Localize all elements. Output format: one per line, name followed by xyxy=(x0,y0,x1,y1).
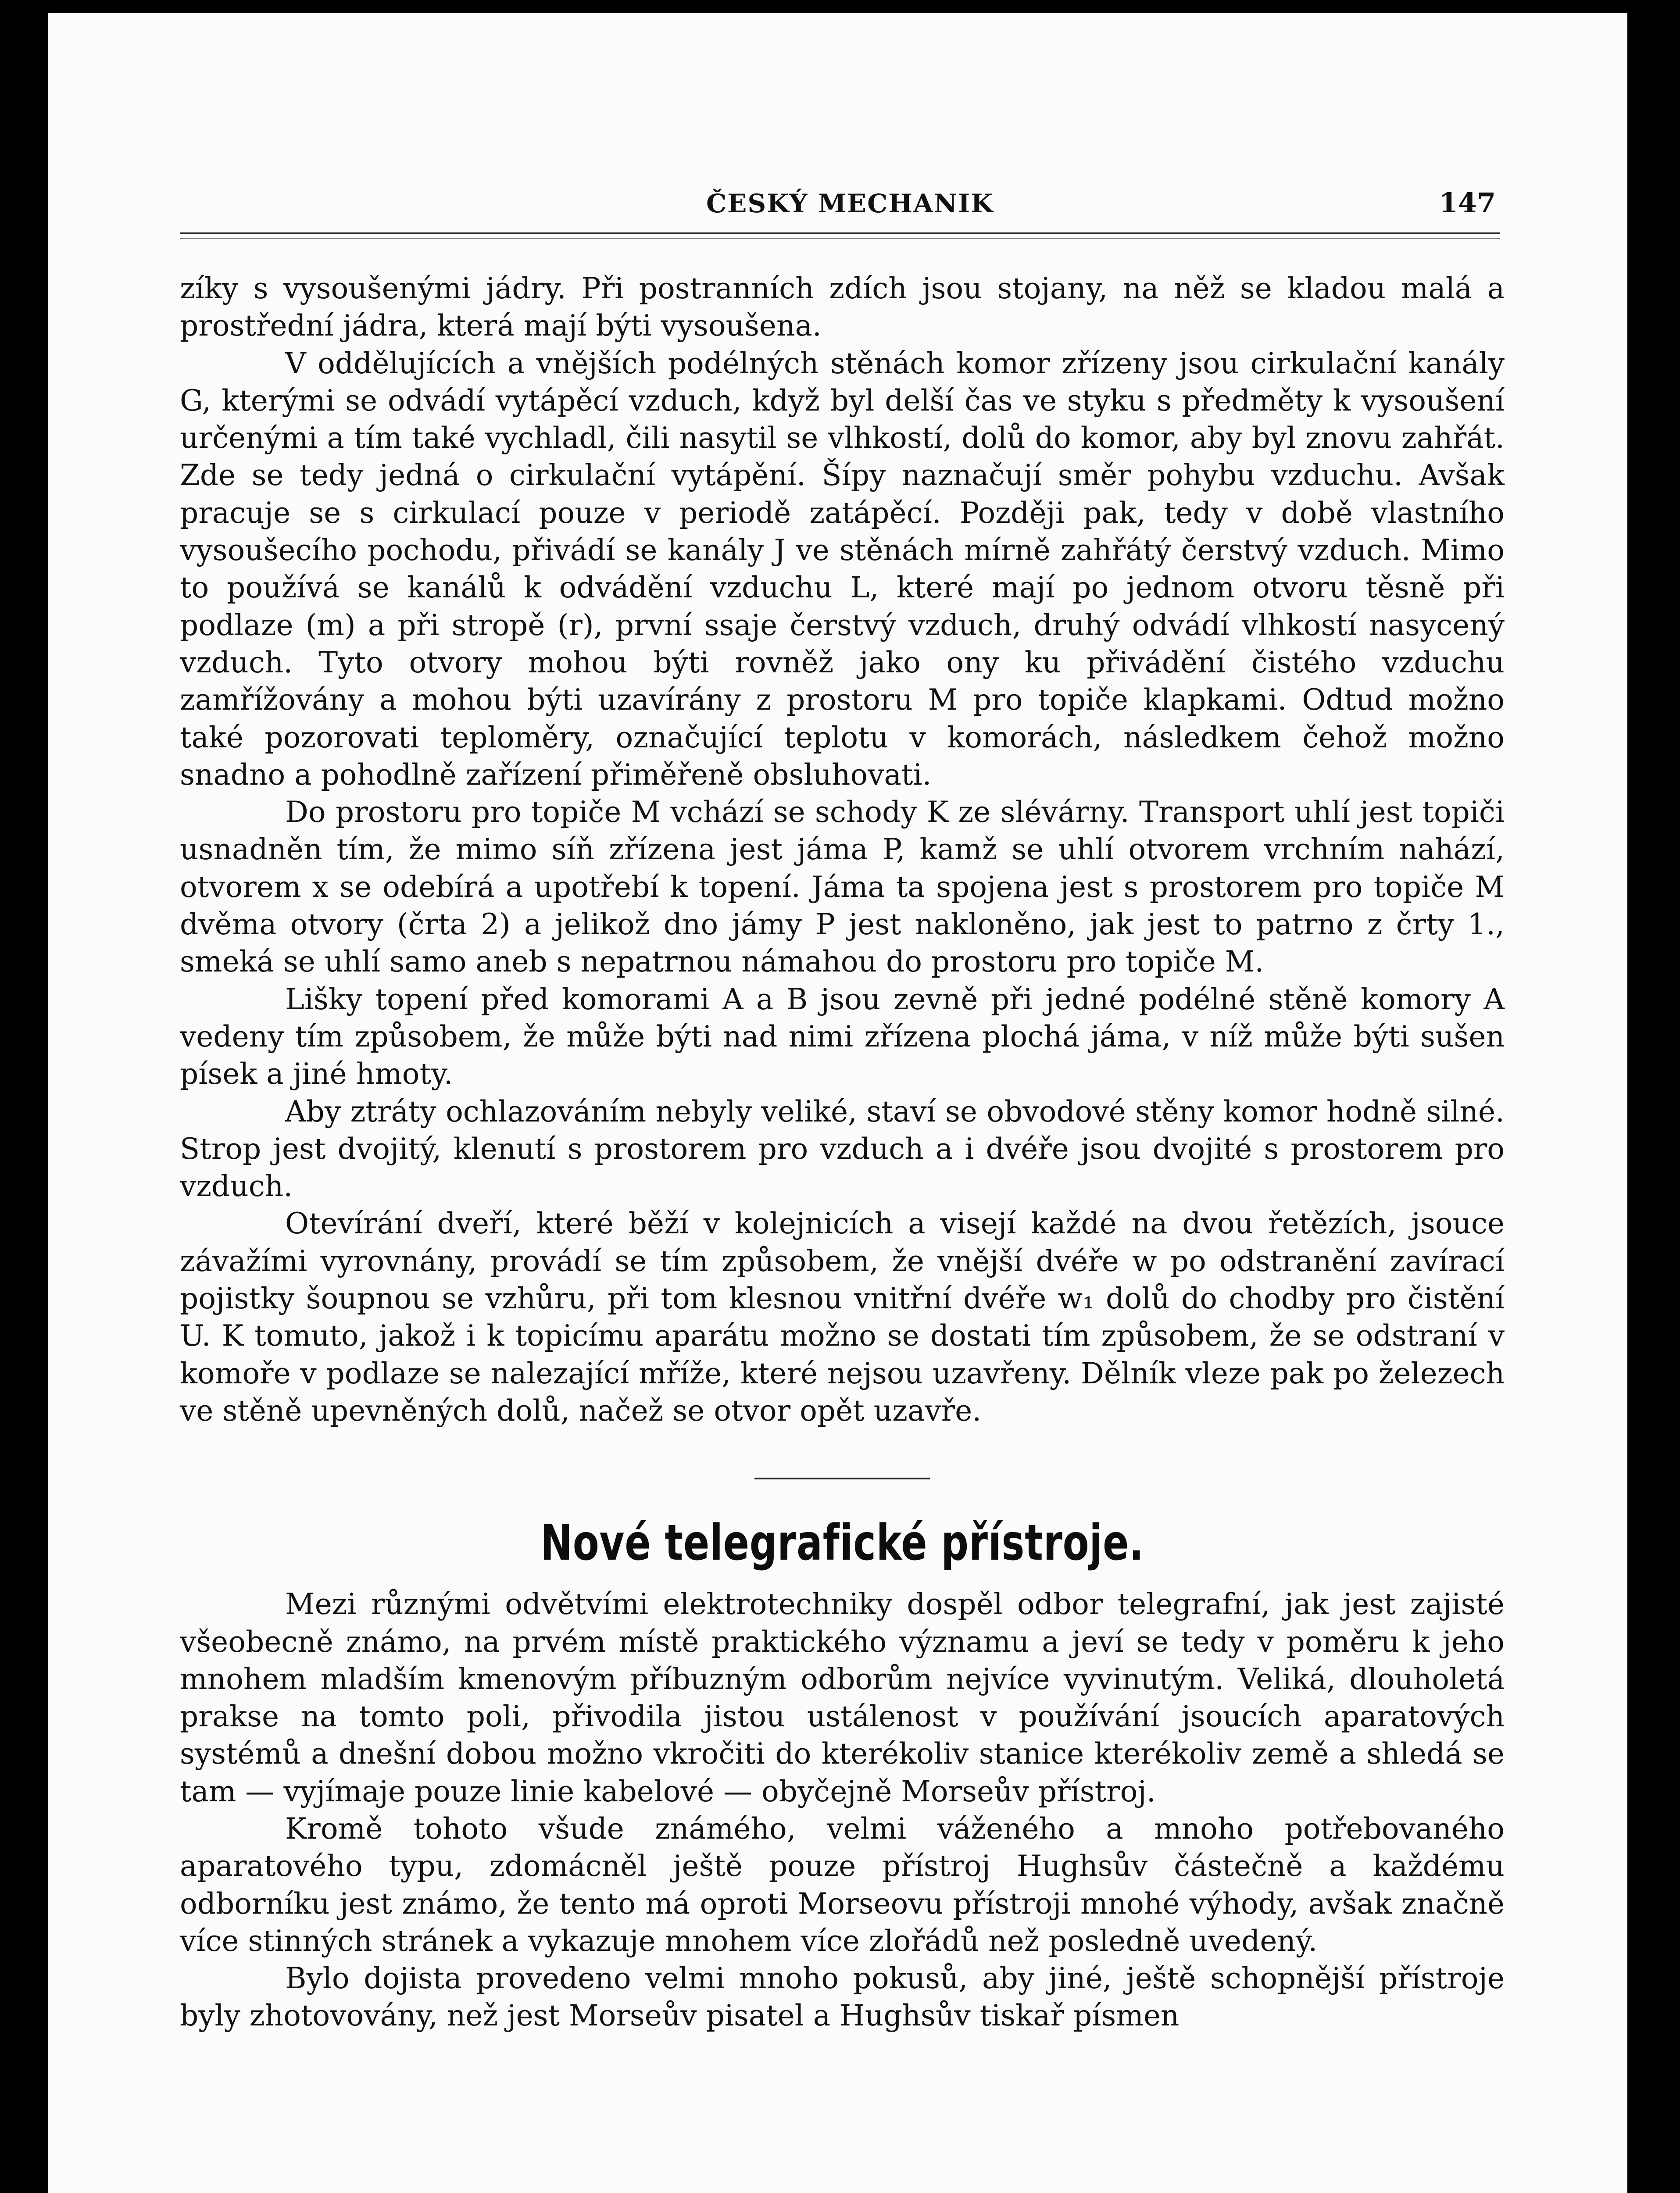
paragraph: V oddělujících a vnějších podélných stěnách komor zřízeny jsou cirkulační kanály G, kterými se odvádí vytápěcí vzduch, když byl delší čas ve styku s předměty k vysoušení určenými a tím také vychladl, čili nasytil se vlhkostí, dolů do komor, aby byl znovu zahřát. Zde se tedy jedná o cirkulační vytápění. Šípy naznačují směr pohybu vzduchu. Avšak pracuje se s cirkulací pouze v periodě zatápěcí. Později pak, tedy v době vlastního vysoušecího pochodu, přivádí se kanály J ve stěnách mírně zahřátý čerstvý vzduch. Mimo to používá se kanálů k odvádění vzduchu L, které mají po jednom otvoru těsně při podlaze (m) a při stropě (r), první ssaje čerstvý vzduch, druhý odvádí vlhkostí nasycený vzduch. Tyto otvory mohou býti rovněž jako ony ku přivádění čistého vzduchu zamřížovány a mohou býti uzavírány z prostoru M pro topiče klapkami. Odtud možno také pozorovati teploměry, označující teplotu v komorách, následkem čehož možno snadno a pohodlně zařízení přiměřeně obsluhovati. xyxy=(180,346,1505,792)
running-title: ČESKÝ MECHANIK xyxy=(706,189,994,218)
paragraph: Otevírání dveří, které běží v kolejnicích a visejí každé na dvou řetězích, jsouce závažími vyrovnány, provádí se tím způsobem, že vnější dvéře w po odstranění zavírací pojistky šoupnou se vzhůru, při tom klesnou vnitřní dvéře w₁ dolů do chodby pro čistění U. K tomuto, jakož i k topicímu aparátu možno se dostati tím způsobem, že se odstraní v komoře v podlaze se nalezající mříže, které nejsou uzavřeny. Dělník vleze pak po železech ve stěně upevněných dolů, načež se otvor opět uzavře. xyxy=(180,1207,1505,1428)
paragraph: Lišky topení před komorami A a B jsou zevně při jedné podélné stěně komory A vedeny tím způsobem, že může býti nad nimi zřízena plochá jáma, v níž může býti sušen písek a jiné hmoty. xyxy=(180,982,1505,1091)
paragraph: Mezi různými odvětvími elektrotechniky dospěl odbor telegrafní, jak jest zajisté všeobecně známo, na prvém místě praktického významu a jeví se tedy v poměru k jeho mnohem mladším kmenovým příbuzným odborům nejvíce vyvinutým. Veliká, dlouholetá prakse na tomto poli, přivodila jistou ustálenost v používání jsoucích aparatových systémů a dnešní dobou možno vkročiti do kterékoliv stanice kterékoliv země a shledá se tam — vyjímaje pouze linie kabelové — obyčejně Morseův přístroj. xyxy=(180,1587,1505,1808)
page-header xyxy=(175,189,1505,228)
body-text xyxy=(180,270,1505,2035)
scanned-page xyxy=(48,13,1627,2193)
paragraph: Aby ztráty ochlazováním nebyly veliké, staví se obvodové stěny komor hodně silné. Strop jest dvojitý, klenutí s prostorem pro vzduch a i dvéře jsou dvojité s prostorem pro vzduch. xyxy=(180,1094,1505,1204)
page-number: 147 xyxy=(1439,187,1496,219)
header-rule xyxy=(180,232,1500,239)
paragraph: Bylo dojista provedeno velmi mnoho pokusů, aby jiné, ještě schopnější přístroje byly zhotovovány, než jest Morseův pisatel a Hughsův tiskař písmen xyxy=(180,1961,1505,2033)
section-heading: Nové telegrafické přístroje. xyxy=(540,1514,1144,1572)
paragraph: Kromě tohoto všude známého, velmi váženého a mnoho potřebovaného aparatového typu, zdomácněl ještě pouze přístroj Hughsův částečně a každému odborníku jest známo, že tento má oproti Morseovu přístroji mnohé výhody, avšak značně více stinných stránek a vykazuje mnohem více zlořádů než posledně uvedený. xyxy=(180,1811,1505,1958)
section-divider xyxy=(754,1478,930,1479)
paragraph: zíky s vysoušenými jádry. Při postranních zdích jsou stojany, na něž se kladou malá a prostřední jádra, která mají býti vysoušena. xyxy=(180,271,1505,343)
paragraph: Do prostoru pro topiče M vchází se schody K ze slévárny. Transport uhlí jest topiči usnadněn tím, že mimo síň zřízena jest jáma P, kamž se uhlí otvorem vrchním nahází, otvorem x se odebírá a upotřebí k topení. Jáma ta spojena jest s prostorem pro topiče M dvěma otvory (črta 2) a jelikož dno jámy P jest nakloněno, jak jest to patrno z črty 1., smeká se uhlí samo aneb s nepatrnou námahou do prostoru pro topiče M. xyxy=(180,795,1505,979)
